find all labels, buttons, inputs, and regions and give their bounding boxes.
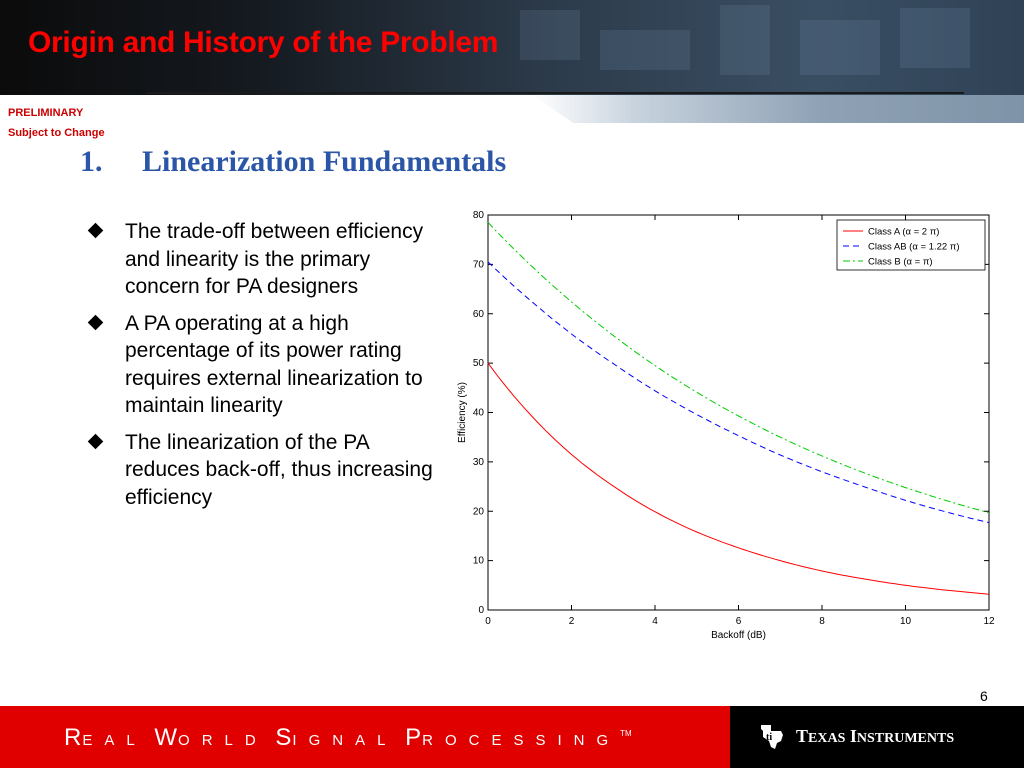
bullet-list	[88, 218, 438, 520]
x-tick-label: 6	[735, 616, 742, 627]
y-tick-label: 20	[472, 506, 484, 518]
tagline-text: REAL WORLD SIGNAL PROCESSING	[64, 724, 621, 751]
section-number: 1.	[80, 145, 103, 178]
x-tick-label: 8	[819, 616, 825, 627]
trademark-mark: TM	[620, 729, 632, 738]
y-tick-label: 40	[472, 407, 484, 419]
diamond-bullet-icon	[88, 223, 104, 239]
company-text: TEXAS INSTRUMENTS	[796, 726, 955, 746]
y-tick-label: 0	[478, 605, 484, 616]
x-tick-label: 4	[652, 616, 658, 627]
y-tick-label: 10	[472, 555, 484, 567]
y-axis-label: Efficiency (%)	[457, 382, 468, 443]
bullet-text: A PA operating at a high percentage of its power rating requires external linearization to maintain linearity	[125, 311, 423, 417]
preliminary-label: PRELIMINARY	[8, 107, 84, 119]
x-axis-label: Backoff (dB)	[711, 630, 766, 641]
efficiency-vs-backoff-chart	[445, 205, 1005, 645]
x-tick-label: 2	[568, 616, 575, 627]
texas-instruments-logo-icon	[757, 721, 789, 753]
subject-to-change-label: Subject to Change	[8, 127, 105, 139]
header-band	[0, 95, 1024, 123]
preliminary-notice	[8, 103, 105, 143]
y-tick-label: 60	[472, 308, 484, 320]
y-tick-label: 80	[472, 210, 484, 221]
y-tick-label: 70	[472, 259, 484, 271]
diamond-bullet-icon	[88, 433, 104, 449]
footer-tagline	[64, 724, 632, 752]
y-tick-label: 50	[472, 358, 484, 370]
svg-text:ti: ti	[766, 732, 773, 743]
page-number: 6	[980, 688, 988, 704]
company-name	[796, 726, 954, 747]
plot-area	[488, 215, 989, 610]
x-tick-label: 10	[899, 616, 912, 627]
x-tick-label: 0	[485, 616, 491, 627]
bullet-item	[88, 218, 438, 301]
slide-title: Origin and History of the Problem	[28, 26, 499, 59]
bullet-text: The trade-off between efficiency and linearity is the primary concern for PA designers	[125, 220, 424, 298]
legend-label: Class B (α = π)	[868, 256, 933, 268]
legend-label: Class AB (α = 1.22 π)	[868, 241, 960, 253]
y-tick-label: 30	[472, 456, 484, 468]
section-heading	[80, 145, 506, 179]
x-tick-label: 12	[983, 616, 995, 627]
section-title: Linearization Fundamentals	[142, 145, 507, 178]
diamond-bullet-icon	[88, 314, 104, 330]
bullet-item	[88, 429, 438, 512]
header-rule	[146, 92, 964, 94]
bullet-item	[88, 310, 438, 420]
bullet-text: The linearization of the PA reduces back-off, thus increasing efficiency	[125, 430, 433, 509]
legend-label: Class A (α = 2 π)	[868, 226, 940, 238]
